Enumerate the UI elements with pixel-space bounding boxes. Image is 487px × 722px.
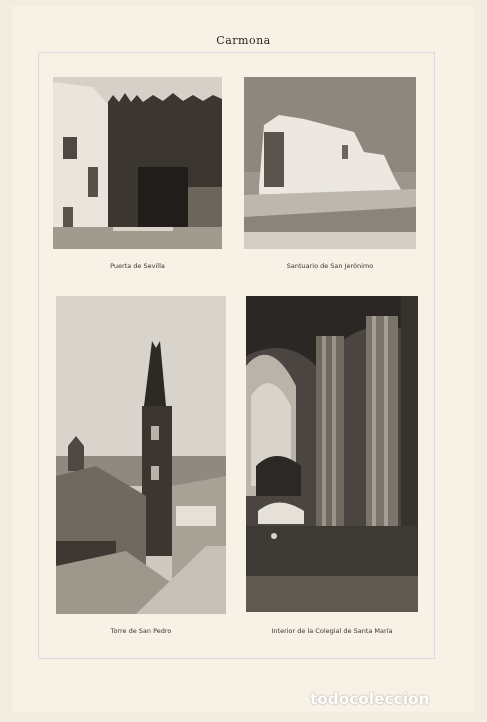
photo-torre-de-san-pedro: [56, 296, 226, 614]
photo-santuario-san-jeronimo: [244, 77, 416, 249]
caption-torre-de-san-pedro: Torre de San Pedro: [110, 627, 172, 635]
photo-puerta-de-sevilla: [53, 77, 222, 249]
caption-puerta-de-sevilla: Puerta de Sevilla: [110, 262, 165, 270]
photo-interior-colegial-santa-maria-image: [246, 296, 418, 612]
photo-puerta-de-sevilla-image: [53, 77, 222, 249]
page-title: Carmona: [216, 34, 271, 47]
photo-interior-colegial-santa-maria: [246, 296, 418, 612]
caption-santuario-san-jeronimo: Santuario de San Jerónimo: [286, 262, 374, 270]
watermark-text: todocoleccion: [310, 690, 430, 708]
caption-interior-colegial-santa-maria: Interior de la Colegial de Santa María: [271, 627, 393, 635]
photo-santuario-san-jeronimo-image: [244, 77, 416, 249]
photo-torre-de-san-pedro-image: [56, 296, 226, 614]
